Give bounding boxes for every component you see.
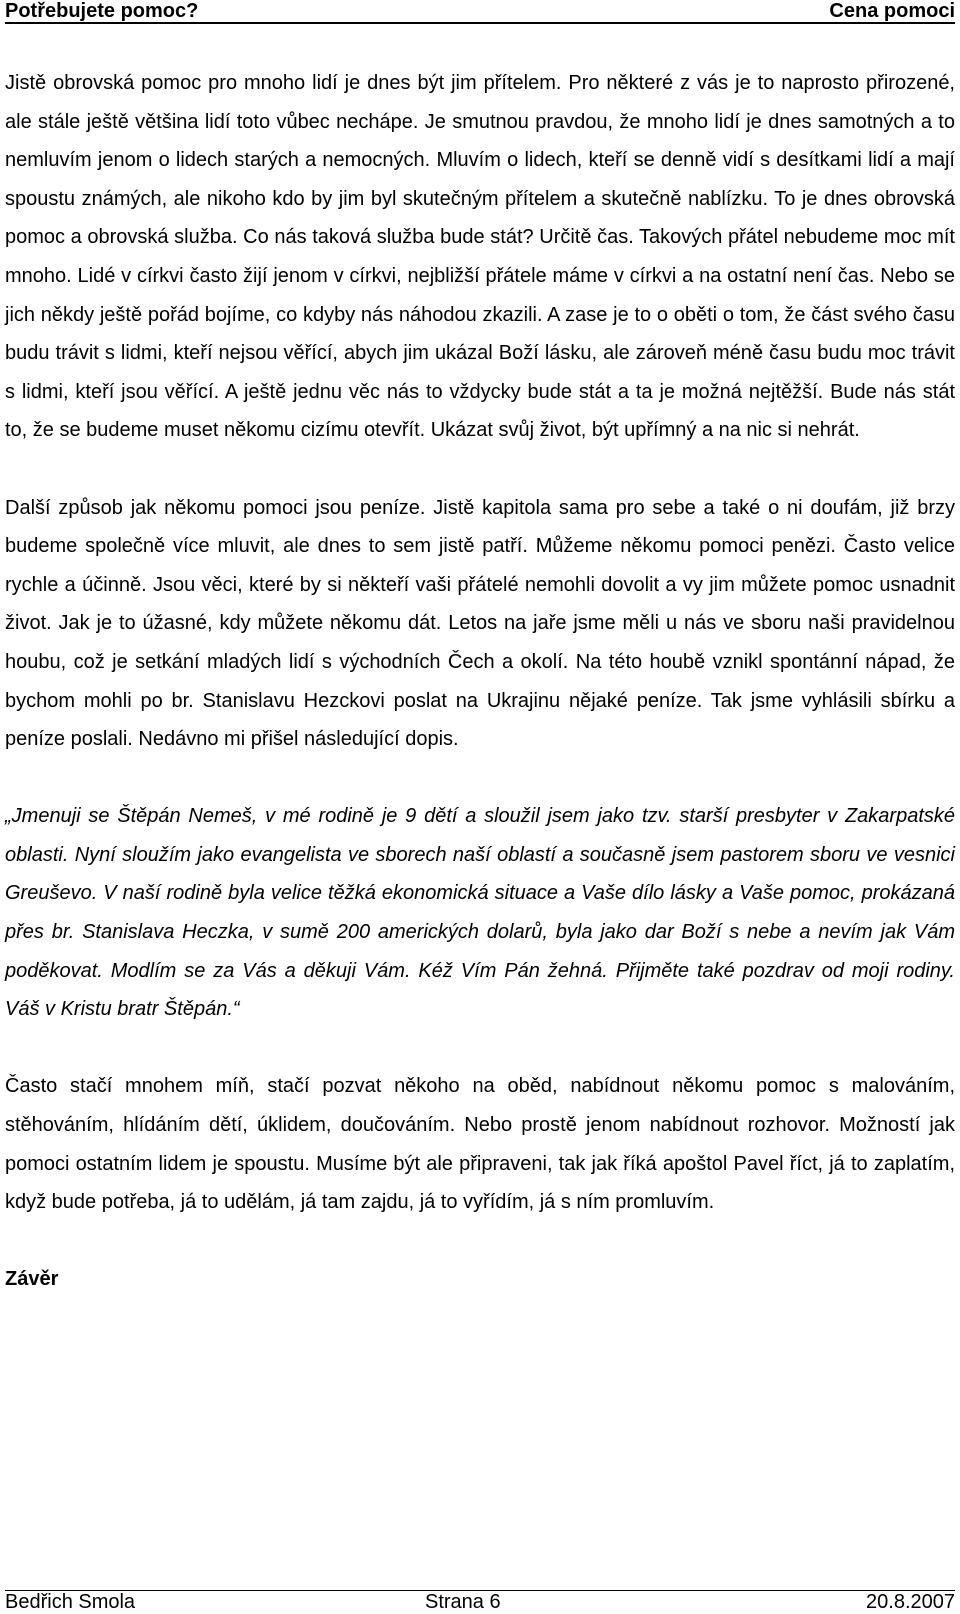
- paragraph-friendship: Jistě obrovská pomoc pro mnoho lidí je dnes být jim přítelem. Pro některé z vás je to naprosto přirozené, ale stále ještě většina lidí toto vůbec nechápe. Je smutnou pravdou, že mnoho lidí je dnes samotných a to nemluvím jenom o lidech starých a nemocných. Mluvím o lidech, kteří se denně vidí s desítkami lidí a mají spoustu známých, ale nikoho kdo by jim byl skutečným přítelem a skutečně nablízku. To je dnes obrovská pomoc a obrovská služba. Co nás taková služba bude stát? Určitě čas. Takových přátel nebudeme moc mít mnoho. Lidé v církvi často žijí jenom v církvi, nejbližší přátele máme v církvi a na ostatní není čas. Nebo se jich někdy ještě pořád bojíme, co kdyby nás náhodou zkazili. A zase je to o oběti o tom, že část svého času budu trávit s lidmi, kteří nejsou věřící, abych jim ukázal Boží lásku, ale zároveň méně času budu moc trávit s lidmi, kteří jsou věřící. A ještě jednu věc nás to vždycky bude stát a ta je možná nejtěžší. Bude nás stát to, že se budeme muset někomu cizímu otevřít. Ukázat svůj život, být upřímný a na nic si nehrát.: [5, 72, 955, 442]
- footer-author: Bedřich Smola: [5, 1591, 136, 1613]
- paragraph-money: Další způsob jak někomu pomoci jsou peníze. Jistě kapitola sama pro sebe a také o ni doufám, již brzy budeme společně více mluvit, ale dnes to sem jistě patří. Můžeme někomu pomoci penězi. Často velice rychle a účinně. Jsou věci, které by si někteří vaši přátelé nemohli dovolit a vy jim můžete pomoc usnadnit život. Jak je to úžasné, kdy můžete někomu dát. Letos na jaře jsme měli u nás ve sboru naši pravidelnou houbu, což je setkání mladých lidí s východních Čech a okolí. Na této houbě vznikl spontánní nápad, že bychom mohli po br. Stanislavu Hezckovi poslat na Ukrajinu nějaké peníze. Tak jsme vyhlásili sbírku a peníze poslali. Nedávno mi přišel následující dopis.: [5, 496, 955, 751]
- footer-page-number: Strana 6: [425, 1591, 501, 1613]
- document-body: [5, 64, 955, 1299]
- paragraph-small-help: Často stačí mnohem míň, stačí pozvat někoho na oběd, nabídnout někomu pomoc s malováním, stěhováním, hlídáním dětí, úklidem, doučováním. Nebo prostě jenom nabídnout rozhovor. Možností jak pomoci ostatním lidem je spoustu. Musíme být ale připraveni, tak jak říká apoštol Pavel říct, já to zaplatím, když bude potřeba, já to udělám, já tam zajdu, já to vyřídím, já s ním promluvím.: [5, 1075, 955, 1214]
- footer-date: 20.8.2007: [866, 1591, 955, 1613]
- header-section: Cena pomoci: [829, 0, 955, 22]
- paragraph-letter-quote: „Jmenuji se Štěpán Nemeš, v mé rodině je 9 dětí a sloužil jsem jako tzv. starší presbyter v Zakarpatské oblasti. Nyní sloužím jako evangelista ve sborech naší oblastí a současně jsem pastorem sboru ve vesnici Greuševo. V naší rodině byla velice těžká ekonomická situace a Vaše dílo lásky a Vaše pomoc, prokázaná přes br. Stanislava Heczka, v sumě 200 amerických dolarů, byla jako dar Boží s nebe a nevím jak Vám poděkovat. Modlím se za Vás a děkuji Vám. Kéž Vím Pán žehná. Přijměte také pozdrav od moji rodiny. Váš v Kristu bratr Štěpán.“: [5, 805, 955, 1021]
- section-heading-conclusion: Závěr: [5, 1268, 59, 1291]
- page-header: [5, 0, 955, 24]
- header-title: Potřebujete pomoc?: [5, 0, 199, 22]
- page-footer: [5, 1590, 955, 1614]
